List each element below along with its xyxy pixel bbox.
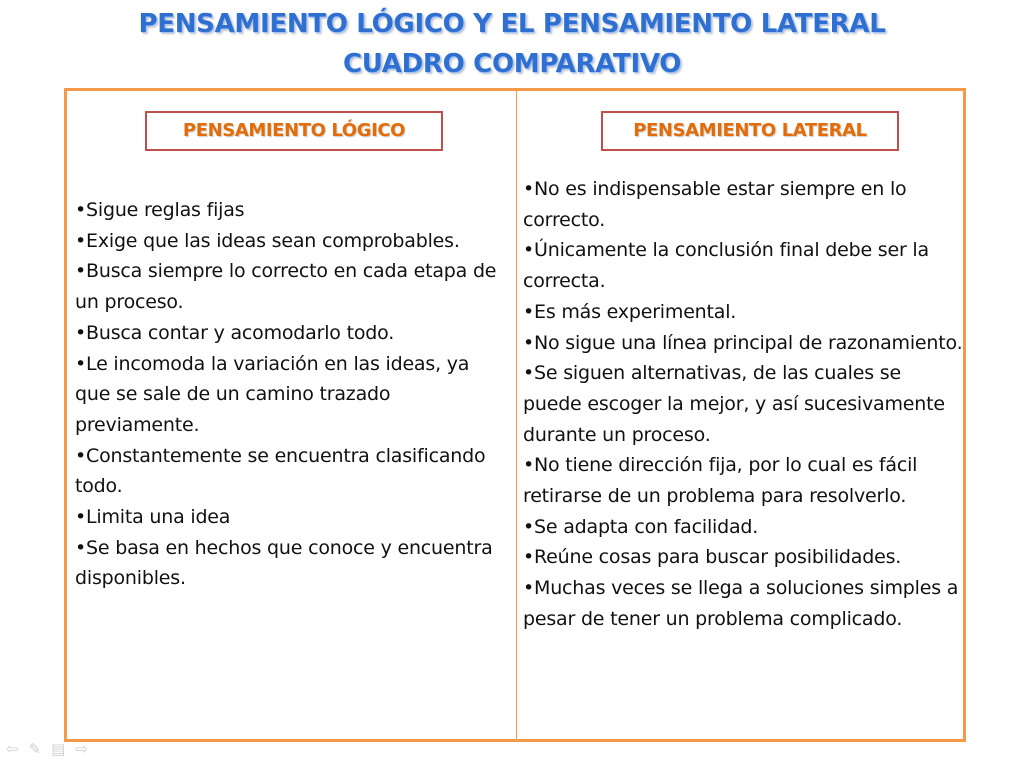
list-item: • Se basa en hechos que conoce y encuentra disponibles.	[75, 533, 505, 594]
title-line-2: CUADRO COMPARATIVO	[342, 49, 682, 79]
list-item: • Busca siempre lo correcto en cada etapa de un proceso.	[75, 256, 505, 317]
list-item: • Limita una idea	[75, 502, 505, 533]
list-item: • Exige que las ideas sean comprobables.	[75, 226, 505, 257]
back-arrow-icon[interactable]: ⇦	[6, 740, 19, 758]
logico-list	[75, 195, 505, 594]
list-item: • Es más experimental.	[523, 297, 963, 328]
list-item: • Reúne cosas para buscar posibilidades.	[523, 542, 963, 573]
list-item: • Muchas veces se llega a soluciones simples a pesar de tener un problema complicado.	[523, 573, 963, 634]
slide-title	[0, 4, 1024, 84]
list-item: • Se adapta con facilidad.	[523, 512, 963, 543]
list-item: • Únicamente la conclusión final debe ser la correcta.	[523, 235, 963, 296]
lateral-list	[523, 174, 963, 635]
list-item: • Sigue reglas fijas	[75, 195, 505, 226]
slide-nav-controls	[6, 740, 88, 758]
title-line-1: PENSAMIENTO LÓGICO Y EL PENSAMIENTO LATERAL	[138, 9, 886, 39]
list-item: • No es indispensable estar siempre en lo correcto.	[523, 174, 963, 235]
list-item: • Se siguen alternativas, de las cuales se puede escoger la mejor, y así sucesivamente durante un proceso.	[523, 358, 963, 450]
list-item: • Constantemente se encuentra clasificando todo.	[75, 441, 505, 502]
list-item: • Busca contar y acomodarlo todo.	[75, 318, 505, 349]
header-pensamiento-logico: PENSAMIENTO LÓGICO	[145, 111, 443, 151]
list-item: • No sigue una línea principal de razonamiento.	[523, 328, 963, 359]
list-item: • No tiene dirección fija, por lo cual es fácil retirarse de un problema para resolverlo.	[523, 450, 963, 511]
forward-arrow-icon[interactable]: ⇨	[75, 740, 88, 758]
header-pensamiento-lateral: PENSAMIENTO LATERAL	[601, 111, 899, 151]
comparison-table	[64, 88, 966, 742]
list-item: • Le incomoda la variación en las ideas, ya que se sale de un camino trazado previamente.	[75, 349, 505, 441]
menu-icon[interactable]: ▤	[51, 740, 66, 758]
pen-icon[interactable]: ✎	[28, 740, 42, 758]
column-divider	[516, 91, 517, 739]
